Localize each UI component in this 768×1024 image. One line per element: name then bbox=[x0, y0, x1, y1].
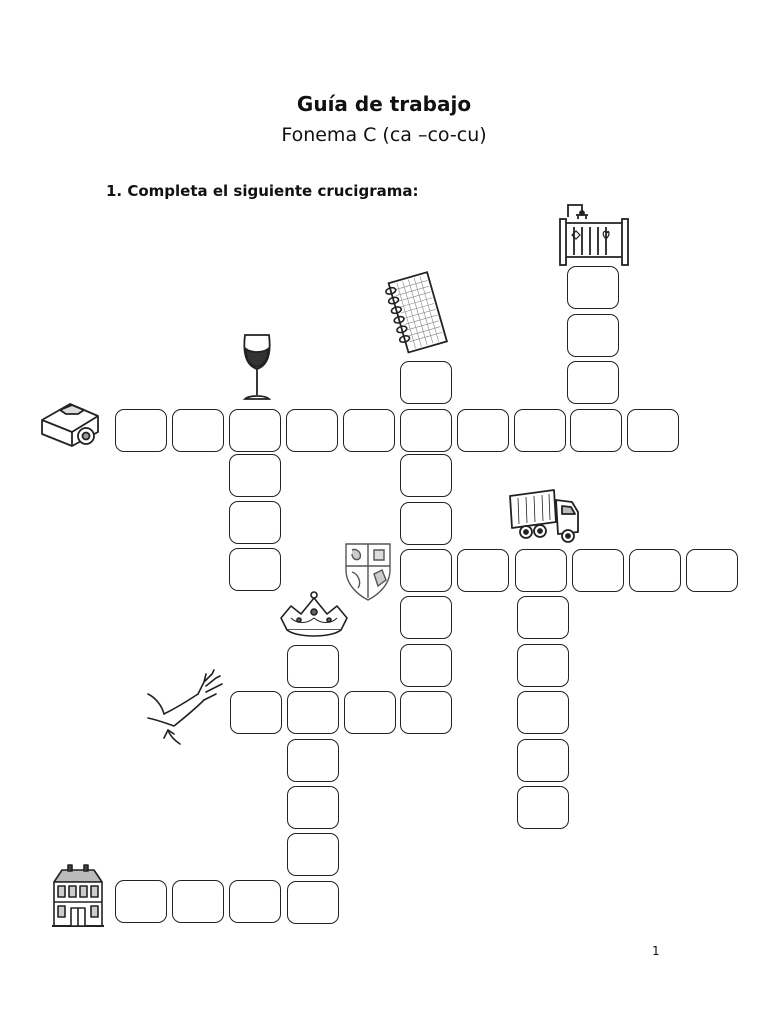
crossword-cell[interactable] bbox=[287, 786, 339, 829]
truck-icon bbox=[508, 486, 582, 544]
crossword-cell[interactable] bbox=[400, 454, 452, 497]
crossword-cell[interactable] bbox=[229, 880, 281, 923]
crossword-cell[interactable] bbox=[686, 549, 738, 592]
crossword-cell[interactable] bbox=[567, 361, 619, 404]
pencil-sharpener-icon bbox=[38, 398, 104, 450]
wine-glass-icon bbox=[239, 331, 275, 403]
crossword-cell[interactable] bbox=[627, 409, 679, 452]
crossword-cell[interactable] bbox=[400, 596, 452, 639]
crossword-cell[interactable] bbox=[287, 691, 339, 734]
instruction-text: 1. Completa el siguiente crucigrama: bbox=[106, 182, 419, 200]
crossword-cell[interactable] bbox=[400, 549, 452, 592]
crossword-cell[interactable] bbox=[517, 739, 569, 782]
page-number: 1 bbox=[652, 944, 660, 958]
crossword-cell[interactable] bbox=[517, 596, 569, 639]
crossword-cell[interactable] bbox=[287, 739, 339, 782]
crossword-cell[interactable] bbox=[343, 409, 395, 452]
crossword-cell[interactable] bbox=[229, 409, 281, 452]
crossword-cell[interactable] bbox=[115, 880, 167, 923]
crossword-cell[interactable] bbox=[229, 501, 281, 544]
crossword-cell[interactable] bbox=[517, 786, 569, 829]
worksheet-title: Guía de trabajo bbox=[296, 92, 472, 116]
crossword-cell[interactable] bbox=[517, 691, 569, 734]
crib-icon bbox=[558, 201, 630, 267]
worksheet-subtitle: Fonema C (ca –co-cu) bbox=[281, 124, 487, 146]
crossword-cell[interactable] bbox=[517, 644, 569, 687]
crossword-cell[interactable] bbox=[172, 409, 224, 452]
crossword-cell[interactable] bbox=[400, 361, 452, 404]
crossword-cell[interactable] bbox=[229, 548, 281, 591]
arm-elbow-icon bbox=[142, 668, 226, 748]
crossword-cell[interactable] bbox=[400, 691, 452, 734]
crossword-cell[interactable] bbox=[400, 409, 452, 452]
crossword-cell[interactable] bbox=[514, 409, 566, 452]
crossword-cell[interactable] bbox=[400, 502, 452, 545]
crossword-cell[interactable] bbox=[230, 691, 282, 734]
house-icon bbox=[50, 864, 106, 930]
crossword-cell[interactable] bbox=[567, 266, 619, 309]
crossword-cell[interactable] bbox=[400, 644, 452, 687]
crossword-cell[interactable] bbox=[570, 409, 622, 452]
crossword-cell[interactable] bbox=[457, 549, 509, 592]
crossword-cell[interactable] bbox=[457, 409, 509, 452]
crossword-cell[interactable] bbox=[287, 833, 339, 876]
crossword-cell[interactable] bbox=[229, 454, 281, 497]
notebook-icon bbox=[386, 270, 452, 356]
crossword-cell[interactable] bbox=[287, 645, 339, 688]
crossword-cell[interactable] bbox=[172, 880, 224, 923]
crossword-cell[interactable] bbox=[572, 549, 624, 592]
crossword-cell[interactable] bbox=[629, 549, 681, 592]
crown-icon bbox=[277, 590, 351, 642]
crossword-cell[interactable] bbox=[567, 314, 619, 357]
crossword-cell[interactable] bbox=[515, 549, 567, 592]
crossword-cell[interactable] bbox=[287, 881, 339, 924]
crossword-cell[interactable] bbox=[115, 409, 167, 452]
crossword-cell[interactable] bbox=[344, 691, 396, 734]
crossword-cell[interactable] bbox=[286, 409, 338, 452]
